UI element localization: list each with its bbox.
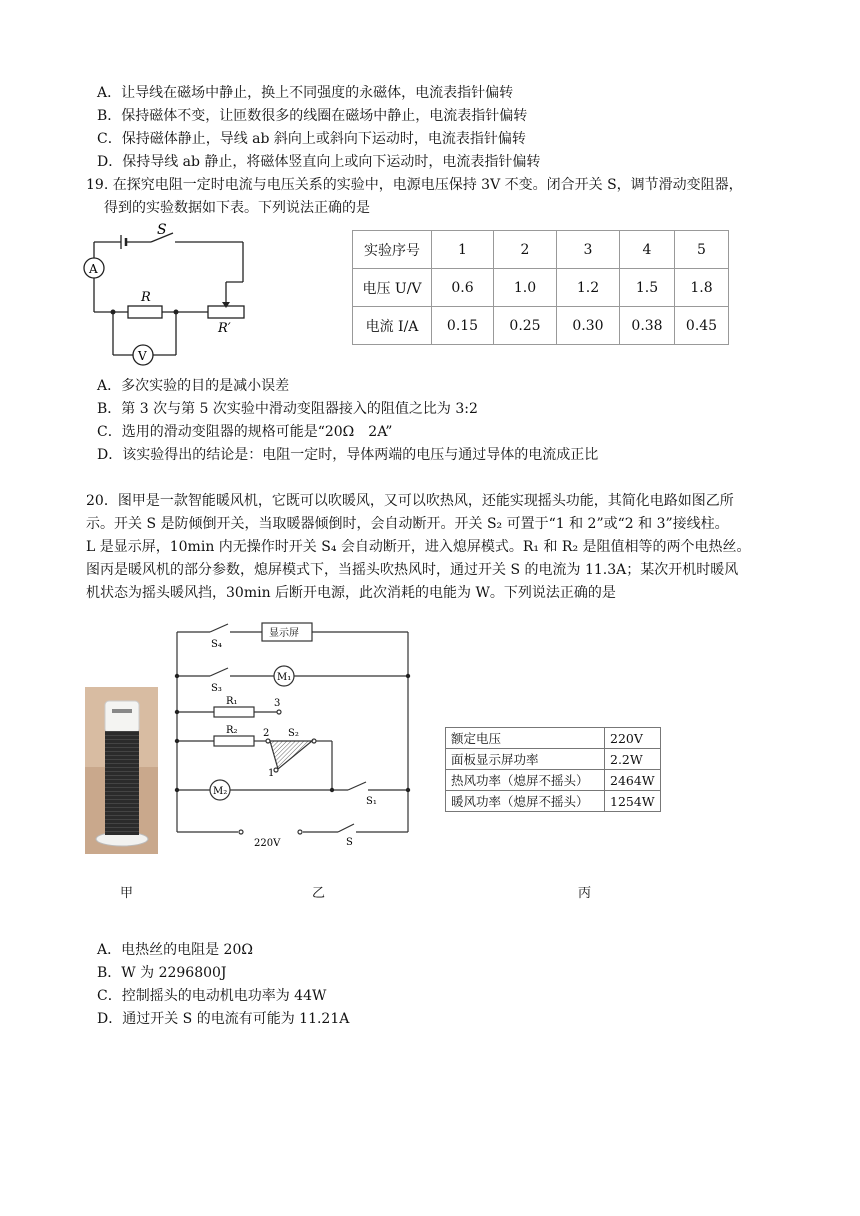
m2-label: M₂ <box>213 786 228 797</box>
spec-value: 2464W <box>605 770 661 791</box>
s4-label: S₄ <box>211 639 222 650</box>
q20-option-d: D．通过开关 S 的电流有可能为 11.21A <box>97 1011 350 1027</box>
table-row <box>446 791 661 812</box>
q19-option-d: D．该实验得出的结论是：电阻一定时，导体两端的电压与通过导体的电流成正比 <box>97 447 599 463</box>
spec-name: 面板显示屏功率 <box>446 749 605 770</box>
q20-option-b: B．W 为 2296800J <box>97 965 227 981</box>
voltage-label: 220V <box>254 838 281 849</box>
caption-jia: 甲 <box>120 886 134 901</box>
r1-label: R₁ <box>226 696 238 707</box>
spec-name: 暖风功率（熄屏不摇头） <box>446 791 605 812</box>
terminal-2-label: 2 <box>263 728 270 739</box>
table-cell: 2 <box>494 231 557 269</box>
m1-label: M₁ <box>277 672 292 683</box>
q19-stem-line2: 得到的实验数据如下表。下列说法正确的是 <box>104 200 370 216</box>
q18-option-d: D．保持导线 ab 静止，将磁体竖直向上或向下运动时，电流表指针偏转 <box>97 154 541 170</box>
q18-option-a: A．让导线在磁场中静止，换上不同强度的永磁体，电流表指针偏转 <box>97 85 514 101</box>
table-cell: 0.6 <box>432 269 494 307</box>
q19-switch-label: S <box>157 222 167 238</box>
q19-voltmeter-label: V <box>138 349 147 363</box>
q20-spec-table <box>445 727 661 812</box>
table-cell: 4 <box>620 231 675 269</box>
q20-stem-line4: 图丙是暖风机的部分参数，熄屏模式下，当摇头吹热风时，通过开关 S 的电流为 11.3A；某次开机时暖风 <box>86 562 739 578</box>
row-header: 电流 I/A <box>353 307 432 345</box>
s-label: S <box>346 837 353 848</box>
table-row <box>353 269 729 307</box>
table-cell: 1.2 <box>557 269 620 307</box>
row-header: 实验序号 <box>353 231 432 269</box>
q19-option-c: C．选用的滑动变阻器的规格可能是“20Ω 2A” <box>97 424 393 440</box>
table-row <box>446 749 661 770</box>
table-row <box>353 307 729 345</box>
table-cell: 0.30 <box>557 307 620 345</box>
table-row <box>353 231 729 269</box>
q20-circuit-diagram <box>170 620 415 850</box>
q19-resistor-label: R <box>141 290 151 305</box>
r2-label: R₂ <box>226 725 238 736</box>
table-cell: 5 <box>675 231 729 269</box>
q20-option-a: A．电热丝的电阻是 20Ω <box>97 942 253 958</box>
spec-name: 额定电压 <box>446 728 605 749</box>
display-label: 显示屏 <box>269 628 299 639</box>
table-cell: 0.45 <box>675 307 729 345</box>
terminal-1-label: 1 <box>268 768 275 779</box>
spec-value: 2.2W <box>605 749 661 770</box>
table-row <box>446 728 661 749</box>
q18-option-b: B．保持磁体不变，让匝数很多的线圈在磁场中静止，电流表指针偏转 <box>97 108 528 124</box>
q20-stem-line1: 20．图甲是一款智能暖风机，它既可以吹暖风，又可以吹热风，还能实现摇头功能，其简化电路如图乙所 <box>86 493 734 509</box>
q19-rheostat-label: R′ <box>218 321 231 336</box>
q18-option-c: C．保持磁体静止，导线 ab 斜向上或斜向下运动时，电流表指针偏转 <box>97 131 526 147</box>
table-cell: 1.0 <box>494 269 557 307</box>
s2-label: S₂ <box>288 728 299 739</box>
q20-option-c: C．控制摇头的电动机电功率为 44W <box>97 988 327 1004</box>
table-cell: 1.8 <box>675 269 729 307</box>
spec-value: 220V <box>605 728 661 749</box>
table-cell: 3 <box>557 231 620 269</box>
spec-name: 热风功率（熄屏不摇头） <box>446 770 605 791</box>
table-row <box>446 770 661 791</box>
s3-label: S₃ <box>211 683 222 694</box>
table-cell: 0.25 <box>494 307 557 345</box>
q19-option-a: A．多次实验的目的是减小误差 <box>97 378 290 394</box>
table-cell: 0.15 <box>432 307 494 345</box>
q19-data-table <box>352 230 729 345</box>
s1-label: S₁ <box>366 796 377 807</box>
q19-circuit-diagram <box>78 220 253 370</box>
heater-photo <box>85 687 158 854</box>
table-cell: 1 <box>432 231 494 269</box>
q20-stem-line2: 示。开关 S 是防倾倒开关，当取暖器倾倒时，会自动断开。开关 S₂ 可置于“1 和 2”或“2 和 3”接线柱。 <box>86 516 729 532</box>
q20-stem-line5: 机状态为摇头暖风挡，30min 后断开电源，此次消耗的电能为 W。下列说法正确的是 <box>86 585 616 601</box>
row-header: 电压 U/V <box>353 269 432 307</box>
q19-stem-line1: 19. 在探究电阻一定时电流与电压关系的实验中，电源电压保持 3V 不变。闭合开关 S，调节滑动变阻器， <box>86 177 743 193</box>
q19-option-b: B．第 3 次与第 5 次实验中滑动变阻器接入的阻值之比为 3:2 <box>97 401 478 417</box>
q19-ammeter-label: A <box>89 262 98 276</box>
table-cell: 0.38 <box>620 307 675 345</box>
spec-value: 1254W <box>605 791 661 812</box>
table-cell: 1.5 <box>620 269 675 307</box>
q20-stem-line3: L 是显示屏，10min 内无操作时开关 S₄ 会自动断开，进入熄屏模式。R₁ 和 R₂ 是阻值相等的两个电热丝。 <box>86 539 751 555</box>
caption-bing: 丙 <box>578 886 592 901</box>
caption-yi: 乙 <box>312 886 326 901</box>
terminal-3-label: 3 <box>274 698 281 709</box>
